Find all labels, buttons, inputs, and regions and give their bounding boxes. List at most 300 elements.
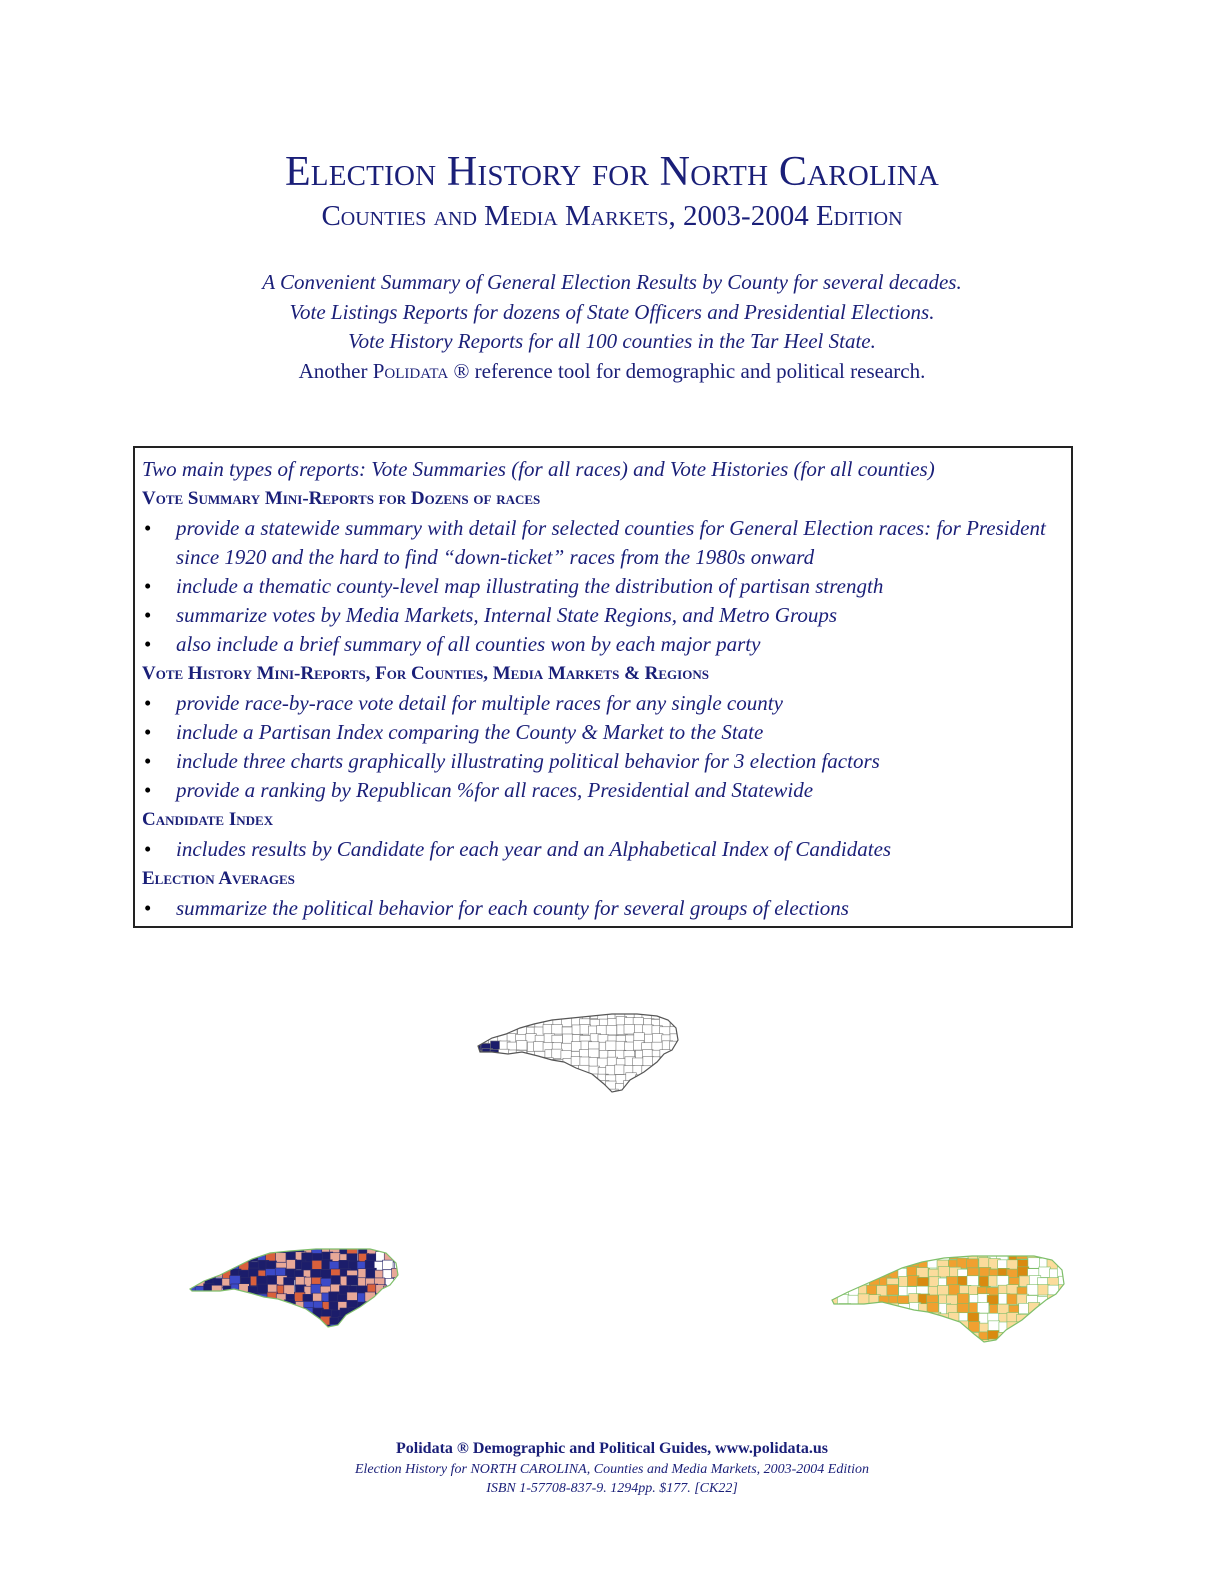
county-cell <box>374 1325 385 1330</box>
county-cell <box>186 1245 196 1254</box>
county-cell <box>213 1262 224 1272</box>
county-cell <box>232 1317 243 1327</box>
county-cell <box>662 1075 673 1085</box>
county-cell <box>490 1082 501 1092</box>
county-cell <box>473 1089 484 1095</box>
county-cell <box>196 1293 207 1303</box>
bullet-icon: • <box>144 574 152 598</box>
county-cell <box>651 1067 662 1077</box>
county-cell <box>908 1340 920 1346</box>
county-cell <box>545 1089 556 1095</box>
bullet-text: also include a brief summary of all counties won by each major party <box>176 632 761 656</box>
county-cell <box>196 1262 207 1272</box>
county-cell <box>828 1305 839 1316</box>
county-cell <box>680 1035 682 1045</box>
county-cell <box>392 1286 402 1296</box>
county-cell <box>508 1010 519 1019</box>
county-cell <box>877 1305 889 1316</box>
county-cell <box>231 1309 242 1319</box>
bullet-icon: • <box>144 691 152 715</box>
list-item <box>142 572 1063 601</box>
county-cell <box>500 1059 511 1069</box>
county-cell <box>1059 1305 1068 1316</box>
county-cell <box>276 1253 287 1263</box>
county-cell <box>837 1250 849 1259</box>
county-cell <box>312 1260 323 1270</box>
county-cell <box>927 1341 939 1346</box>
county-cell <box>1047 1250 1059 1259</box>
county-cell <box>554 1067 565 1077</box>
county-cell <box>898 1341 910 1346</box>
county-cell <box>1029 1322 1041 1333</box>
county-cell <box>869 1259 881 1270</box>
county-cell <box>879 1250 891 1259</box>
county-cell <box>302 1316 313 1326</box>
county-cell <box>867 1321 879 1332</box>
list-item <box>142 718 1063 747</box>
county-cell <box>508 1081 519 1091</box>
county-cell <box>257 1284 268 1294</box>
county-cell <box>588 1089 599 1095</box>
footer-isbn: ISBN 1-57708-837-9. 1294pp. $177. [CK22] <box>486 1481 738 1496</box>
county-cell <box>552 1083 563 1093</box>
county-cell <box>311 1284 322 1294</box>
county-cell <box>223 1301 234 1311</box>
county-cell <box>222 1318 233 1328</box>
county-cell <box>394 1300 402 1310</box>
county-cell <box>828 1287 840 1298</box>
county-cell <box>267 1325 278 1330</box>
county-cell <box>887 1260 899 1271</box>
county-cell <box>1049 1303 1061 1314</box>
county-cell <box>472 1083 482 1093</box>
county-cell <box>887 1312 899 1323</box>
county-cell <box>590 1083 601 1093</box>
county-cell <box>877 1331 889 1342</box>
county-cell <box>186 1270 196 1280</box>
county-cell <box>204 1302 215 1312</box>
county-cell <box>490 1010 501 1020</box>
polidata-brand: Polidata <box>372 358 449 383</box>
county-cell <box>1019 1322 1031 1333</box>
county-cell <box>1029 1314 1041 1325</box>
county-cell <box>928 1331 940 1342</box>
county-cell <box>376 1301 387 1311</box>
county-cell <box>1049 1314 1061 1325</box>
county-cell <box>498 1089 509 1095</box>
county-cell <box>347 1325 358 1330</box>
county-cell <box>967 1276 979 1287</box>
county-cell <box>1058 1251 1068 1262</box>
county-cell <box>606 1025 617 1035</box>
county-cell <box>669 1091 680 1095</box>
county-cell <box>365 1302 376 1312</box>
county-cell <box>393 1252 402 1262</box>
county-cell <box>837 1322 849 1333</box>
county-cell <box>999 1339 1011 1346</box>
county-cell <box>527 1075 538 1085</box>
county-cell <box>347 1317 358 1327</box>
county-cell <box>908 1323 920 1334</box>
county-cell <box>222 1245 233 1253</box>
county-cell <box>186 1253 196 1262</box>
county-cell <box>1038 1340 1050 1346</box>
county-cell <box>909 1313 921 1324</box>
county-cell <box>212 1294 223 1304</box>
county-cell <box>857 1314 869 1325</box>
county-cell <box>561 1065 572 1075</box>
county-cell <box>918 1313 930 1324</box>
county-cell <box>472 1073 482 1083</box>
county-cell <box>516 1041 527 1051</box>
county-cell <box>295 1326 306 1330</box>
county-cell <box>517 1091 528 1095</box>
county-cell <box>828 1250 838 1259</box>
bullet-icon: • <box>144 837 152 861</box>
county-cell <box>671 1051 682 1061</box>
county-cell <box>221 1293 232 1303</box>
county-cell <box>490 1059 501 1069</box>
county-cell <box>828 1312 840 1323</box>
county-cell <box>1028 1341 1040 1346</box>
county-cell <box>507 1018 518 1028</box>
county-cell <box>1039 1323 1051 1334</box>
county-cell <box>1028 1258 1040 1269</box>
county-cell <box>898 1331 910 1342</box>
county-cell <box>917 1339 929 1346</box>
county-cell <box>581 1073 592 1083</box>
county-cell <box>957 1294 969 1305</box>
county-cell <box>908 1250 920 1259</box>
county-cell <box>1058 1323 1068 1334</box>
county-cell <box>186 1300 196 1310</box>
county-cell <box>212 1302 223 1312</box>
box-lead: Two main types of reports: Vote Summaries (for all races) and Vote Histories (for all counties) <box>142 457 935 481</box>
county-cell <box>572 1081 583 1091</box>
county-cell <box>651 1074 662 1084</box>
county-cell <box>1019 1339 1031 1346</box>
county-cell <box>230 1245 241 1253</box>
county-cell <box>374 1308 385 1318</box>
county-cell <box>562 1089 573 1095</box>
intro-line-4-post: ® reference tool for demographic and political research. <box>448 358 926 383</box>
county-cell <box>928 1321 940 1332</box>
county-cell <box>828 1330 839 1341</box>
county-cell <box>544 1065 555 1075</box>
county-cell <box>917 1330 929 1341</box>
county-cell <box>679 1067 682 1077</box>
county-cell <box>186 1325 196 1330</box>
county-cell <box>212 1252 222 1262</box>
county-cell <box>1017 1250 1029 1259</box>
bullet-text: include a thematic county-level map illustrating the distribution of partisan strength <box>176 574 884 598</box>
county-cell <box>1059 1313 1068 1324</box>
county-cell <box>516 1011 527 1021</box>
bullet-icon: • <box>144 516 152 540</box>
county-cell <box>195 1308 206 1318</box>
county-cell <box>857 1250 869 1259</box>
county-cell <box>338 1324 349 1330</box>
bullet-text: includes results by Candidate for each year and an Alphabetical Index of Candidates <box>176 837 892 861</box>
county-cell <box>489 1027 500 1037</box>
county-cell <box>312 1325 323 1330</box>
county-cell <box>868 1269 880 1280</box>
county-cell <box>858 1294 870 1305</box>
intro-text <box>0 268 1224 386</box>
county-cell <box>889 1321 901 1332</box>
county-cell <box>919 1251 931 1262</box>
county-cell <box>249 1325 260 1330</box>
county-cell <box>213 1325 224 1330</box>
county-cell <box>499 1075 510 1085</box>
county-cell <box>828 1269 839 1280</box>
county-cell <box>266 1302 277 1312</box>
county-cell <box>367 1326 378 1330</box>
county-cell <box>248 1317 259 1327</box>
county-cell <box>258 1324 269 1330</box>
county-cell <box>482 1090 493 1095</box>
county-cell <box>660 1057 671 1067</box>
county-cell <box>367 1316 378 1326</box>
county-cell <box>507 1065 517 1075</box>
county-cell <box>897 1323 909 1334</box>
county-cell <box>482 1073 493 1083</box>
county-cell <box>508 1091 519 1095</box>
bullet-icon: • <box>144 603 152 627</box>
county-cell <box>480 1057 491 1067</box>
county-cell <box>517 1073 528 1082</box>
county-cell <box>534 1042 545 1052</box>
list-item <box>142 894 1063 923</box>
nc-county-outline-map <box>472 1010 682 1095</box>
county-cell <box>295 1310 306 1320</box>
county-cell <box>939 1323 951 1334</box>
county-cell <box>366 1308 377 1318</box>
county-cell <box>357 1326 368 1330</box>
county-cell <box>196 1269 207 1279</box>
county-cell <box>248 1308 259 1318</box>
county-cell <box>1027 1332 1039 1343</box>
county-cell <box>267 1276 278 1286</box>
footer-edition: Election History for NORTH CAROLINA, Counties and Media Markets, 2003-2004 Edition <box>354 1462 870 1477</box>
county-cell <box>205 1268 216 1278</box>
section-heading-vote-history: Vote History Mini-Reports, For Counties, Media Markets & Regions <box>142 663 709 684</box>
county-cell <box>203 1326 214 1330</box>
county-cell <box>221 1309 232 1319</box>
county-cell <box>186 1310 195 1320</box>
county-cell <box>839 1331 851 1342</box>
county-cell <box>679 1010 682 1019</box>
bullet-icon: • <box>144 749 152 773</box>
nc-partisan-map <box>186 1245 402 1330</box>
county-cell <box>212 1245 223 1254</box>
county-cell <box>221 1324 232 1330</box>
county-cell <box>275 1301 286 1311</box>
county-cell <box>552 1025 563 1035</box>
county-cell <box>203 1308 214 1318</box>
county-cell <box>490 1074 501 1084</box>
intro-line-4-pre: Another <box>298 358 373 383</box>
county-cell <box>670 1018 681 1028</box>
county-cell <box>939 1339 951 1346</box>
county-cell <box>1028 1303 1040 1314</box>
bullet-icon: • <box>144 778 152 802</box>
list-item <box>142 514 1063 572</box>
county-cell <box>857 1268 869 1279</box>
county-cell <box>847 1314 859 1325</box>
county-cell <box>392 1309 402 1319</box>
county-cell <box>212 1285 223 1295</box>
county-cell <box>938 1285 950 1296</box>
county-cell <box>231 1294 242 1304</box>
county-cell <box>947 1332 959 1343</box>
list-item <box>142 776 1063 805</box>
county-cell <box>498 1011 508 1021</box>
county-cell <box>887 1285 899 1296</box>
county-cell <box>339 1260 350 1270</box>
county-cell <box>828 1259 839 1270</box>
county-cell <box>1039 1314 1051 1325</box>
county-cell <box>849 1268 861 1279</box>
county-cell <box>847 1305 859 1316</box>
county-cell <box>392 1294 402 1304</box>
county-cell <box>938 1267 950 1278</box>
county-cell <box>599 1091 610 1095</box>
county-cell <box>231 1326 242 1330</box>
county-cell <box>868 1314 880 1325</box>
county-cell <box>196 1302 207 1312</box>
county-cell <box>1009 1330 1021 1341</box>
county-cell <box>887 1250 899 1261</box>
county-cell <box>917 1323 929 1334</box>
county-cell <box>988 1321 1000 1332</box>
county-cell <box>867 1303 879 1314</box>
county-cell <box>838 1260 850 1271</box>
county-cell <box>194 1254 205 1264</box>
county-cell <box>680 1059 682 1069</box>
county-cell <box>1059 1330 1068 1341</box>
county-cell <box>554 1073 565 1083</box>
county-cell <box>898 1314 910 1325</box>
county-cell <box>285 1325 296 1330</box>
county-cell <box>213 1309 224 1319</box>
county-cell <box>517 1057 528 1067</box>
county-cell <box>491 1067 502 1077</box>
county-cell <box>671 1074 682 1084</box>
county-cell <box>977 1303 989 1314</box>
nc-thematic-map <box>828 1250 1068 1346</box>
county-cell <box>959 1340 971 1346</box>
county-cell <box>481 1082 492 1092</box>
county-cell <box>294 1317 305 1327</box>
county-cell <box>239 1292 250 1302</box>
intro-line-3: Vote History Reports for all 100 counties in the Tar Heel State. <box>348 329 876 353</box>
list-item <box>142 747 1063 776</box>
county-cell <box>275 1308 286 1318</box>
county-cell <box>670 1059 681 1069</box>
county-cell <box>356 1310 367 1320</box>
section-heading-election-averages: Election Averages <box>142 868 295 889</box>
county-cell <box>507 1074 518 1084</box>
county-cell <box>679 1041 682 1051</box>
county-cell <box>384 1293 395 1303</box>
county-cell <box>266 1318 277 1328</box>
county-cell <box>669 1082 680 1092</box>
county-cell <box>491 1089 502 1095</box>
county-cell <box>679 1027 682 1037</box>
page-subtitle: Counties and Media Markets, 2003-2004 Edition <box>321 200 903 232</box>
county-cell <box>679 1050 682 1060</box>
county-cell <box>652 1034 663 1044</box>
county-cell <box>499 1067 510 1077</box>
county-cell <box>186 1292 196 1302</box>
county-cell <box>393 1316 402 1326</box>
bullet-icon: • <box>144 720 152 744</box>
bullet-text: include a Partisan Index comparing the County & Market to the State <box>176 720 764 744</box>
county-cell <box>949 1340 961 1346</box>
county-cell <box>347 1276 358 1286</box>
county-cell <box>624 1025 635 1035</box>
county-cell <box>553 1010 564 1019</box>
page-title: Election History for North Carolina <box>284 149 940 195</box>
county-cell <box>277 1317 288 1327</box>
county-cell <box>669 1011 680 1021</box>
county-cell <box>679 1075 682 1085</box>
county-cell <box>267 1292 278 1302</box>
county-cell <box>259 1318 270 1328</box>
county-cell <box>394 1246 402 1256</box>
county-cell <box>1007 1340 1019 1346</box>
county-cell <box>376 1293 387 1303</box>
county-cell <box>625 1091 636 1095</box>
county-cell <box>837 1312 849 1323</box>
county-cell <box>868 1250 880 1259</box>
county-cell <box>947 1323 959 1334</box>
county-cell <box>517 1081 528 1091</box>
county-cell <box>534 1057 545 1067</box>
footer <box>0 1438 1224 1498</box>
county-cell <box>998 1332 1010 1343</box>
county-cell <box>828 1277 838 1288</box>
county-cell <box>276 1324 287 1330</box>
county-cell <box>543 1083 554 1093</box>
county-cell <box>203 1254 214 1264</box>
county-cell <box>259 1308 270 1318</box>
county-cell <box>508 1059 519 1069</box>
county-cell <box>284 1317 295 1327</box>
county-cell <box>643 1081 654 1091</box>
county-cell <box>221 1252 232 1262</box>
county-cell <box>887 1340 899 1346</box>
county-cell <box>472 1010 482 1020</box>
county-cell <box>662 1090 673 1095</box>
county-cell <box>534 1067 545 1077</box>
bullet-icon: • <box>144 896 152 920</box>
bullet-text: provide a statewide summary with detail for selected counties for General Election races: for President since 1920 and the hard to find “down-ticket” races from the 1980s onward <box>176 516 1046 569</box>
county-cell <box>214 1317 225 1327</box>
county-cell <box>480 1010 491 1019</box>
county-cell <box>385 1309 396 1319</box>
county-cell <box>839 1304 851 1315</box>
county-cell <box>869 1340 881 1346</box>
county-cell <box>472 1065 482 1075</box>
list-item <box>142 835 1063 864</box>
county-cell <box>927 1303 939 1314</box>
county-cell <box>581 1089 592 1095</box>
county-cell <box>644 1091 655 1095</box>
county-cell <box>1057 1341 1068 1346</box>
county-cell <box>250 1301 261 1311</box>
